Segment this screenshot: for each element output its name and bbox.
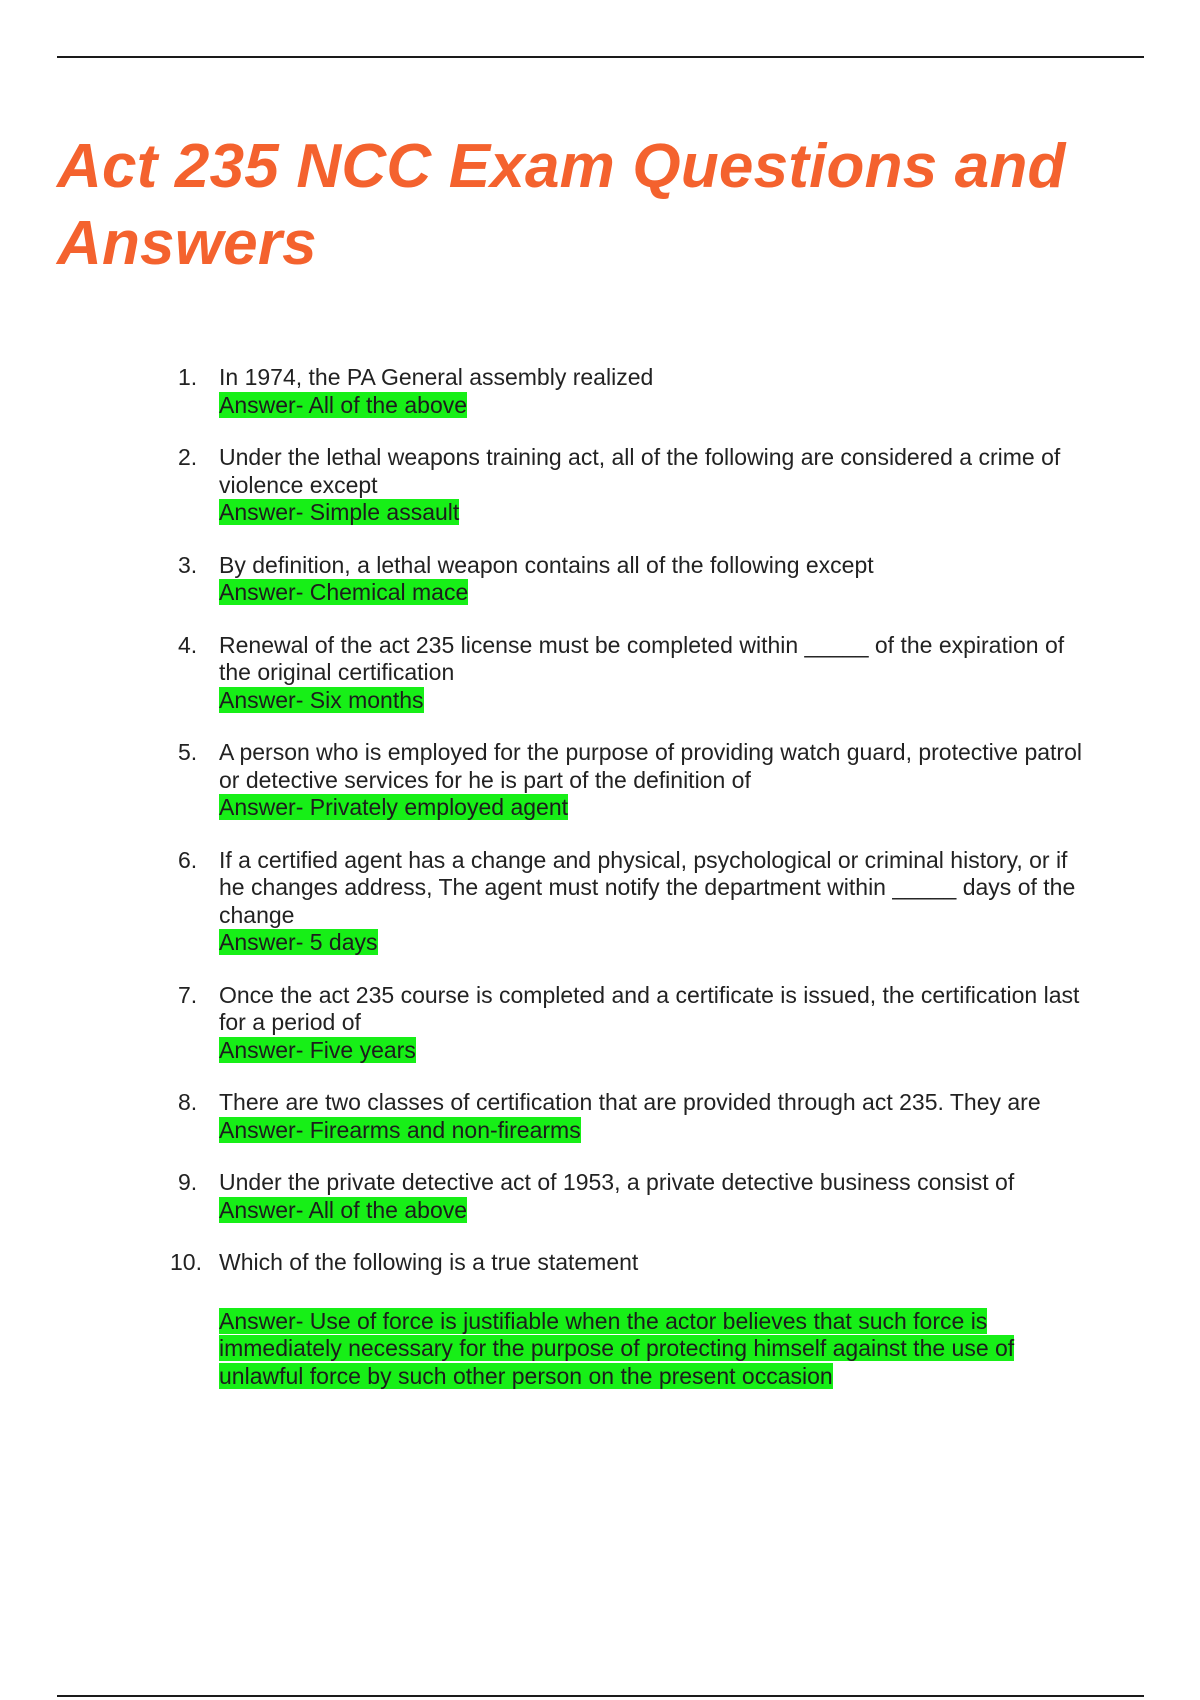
question-item	[170, 364, 1090, 419]
answer-highlight: Answer- Five years	[219, 1036, 416, 1063]
question-item	[170, 632, 1090, 715]
question-text: Once the act 235 course is completed and a certificate is issued, the certification last for a period of	[219, 981, 1080, 1035]
question-number: 6.	[178, 846, 198, 873]
question-item	[170, 1169, 1090, 1224]
answer-highlight: Answer- Firearms and non-firearms	[219, 1116, 581, 1143]
question-item	[170, 552, 1090, 607]
question-number: 8.	[178, 1089, 198, 1115]
question-text: Under the lethal weapons training act, all of the following are considered a crime of violence except	[219, 444, 1061, 498]
question-text: A person who is employed for the purpose of providing watch guard, protective patrol or detective services for he is part of the definition of	[219, 739, 1082, 793]
question-text: By definition, a lethal weapon contains all of the following except	[219, 551, 874, 578]
question-text: Under the private detective act of 1953, a private detective business consist of	[219, 1169, 1015, 1195]
answer-highlight: Answer- Use of force is justifiable when the actor believes that such force is immediately necessary for the purpose of protecting himself against the use of unlawful force by such other person on the present occasion	[219, 1307, 1015, 1389]
question-text: In 1974, the PA General assembly realized	[219, 364, 654, 390]
question-number: 2.	[178, 444, 198, 470]
footer-rule	[57, 1695, 1144, 1697]
question-text: Renewal of the act 235 license must be completed within _____ of the expiration of the original certification	[219, 631, 1065, 685]
header-rule	[57, 56, 1144, 58]
question-number: 9.	[178, 1169, 198, 1195]
question-text: There are two classes of certification that are provided through act 235. They are	[219, 1089, 1041, 1115]
question-text: Which of the following is a true statement	[219, 1249, 639, 1275]
question-number: 3.	[178, 551, 198, 578]
question-item	[170, 739, 1090, 822]
question-number: 7.	[178, 981, 198, 1008]
answer-highlight: Answer- All of the above	[219, 1196, 468, 1223]
answer-highlight: Answer- Simple assault	[219, 499, 460, 525]
question-text: If a certified agent has a change and physical, psychological or criminal history, or if he changes address, The agent must notify the department within _____ days of the change	[219, 846, 1076, 928]
question-number: 5.	[178, 739, 198, 765]
question-number: 1.	[178, 364, 198, 390]
question-number: 4.	[178, 631, 198, 658]
question-number: 10.	[170, 1249, 202, 1275]
question-item	[170, 444, 1090, 527]
answer-highlight: Answer- 5 days	[219, 929, 378, 955]
question-item	[170, 1089, 1090, 1144]
answer-highlight: Answer- All of the above	[219, 391, 468, 418]
answer-highlight: Answer- Chemical mace	[219, 579, 469, 605]
question-item	[170, 982, 1090, 1065]
document-title: Act 235 NCC Exam Questions and Answers	[57, 132, 1066, 278]
question-list	[170, 364, 1090, 1390]
answer-highlight: Answer- Six months	[219, 686, 424, 713]
question-item	[170, 1249, 1090, 1390]
answer-highlight: Answer- Privately employed agent	[219, 794, 568, 820]
question-item	[170, 847, 1090, 957]
